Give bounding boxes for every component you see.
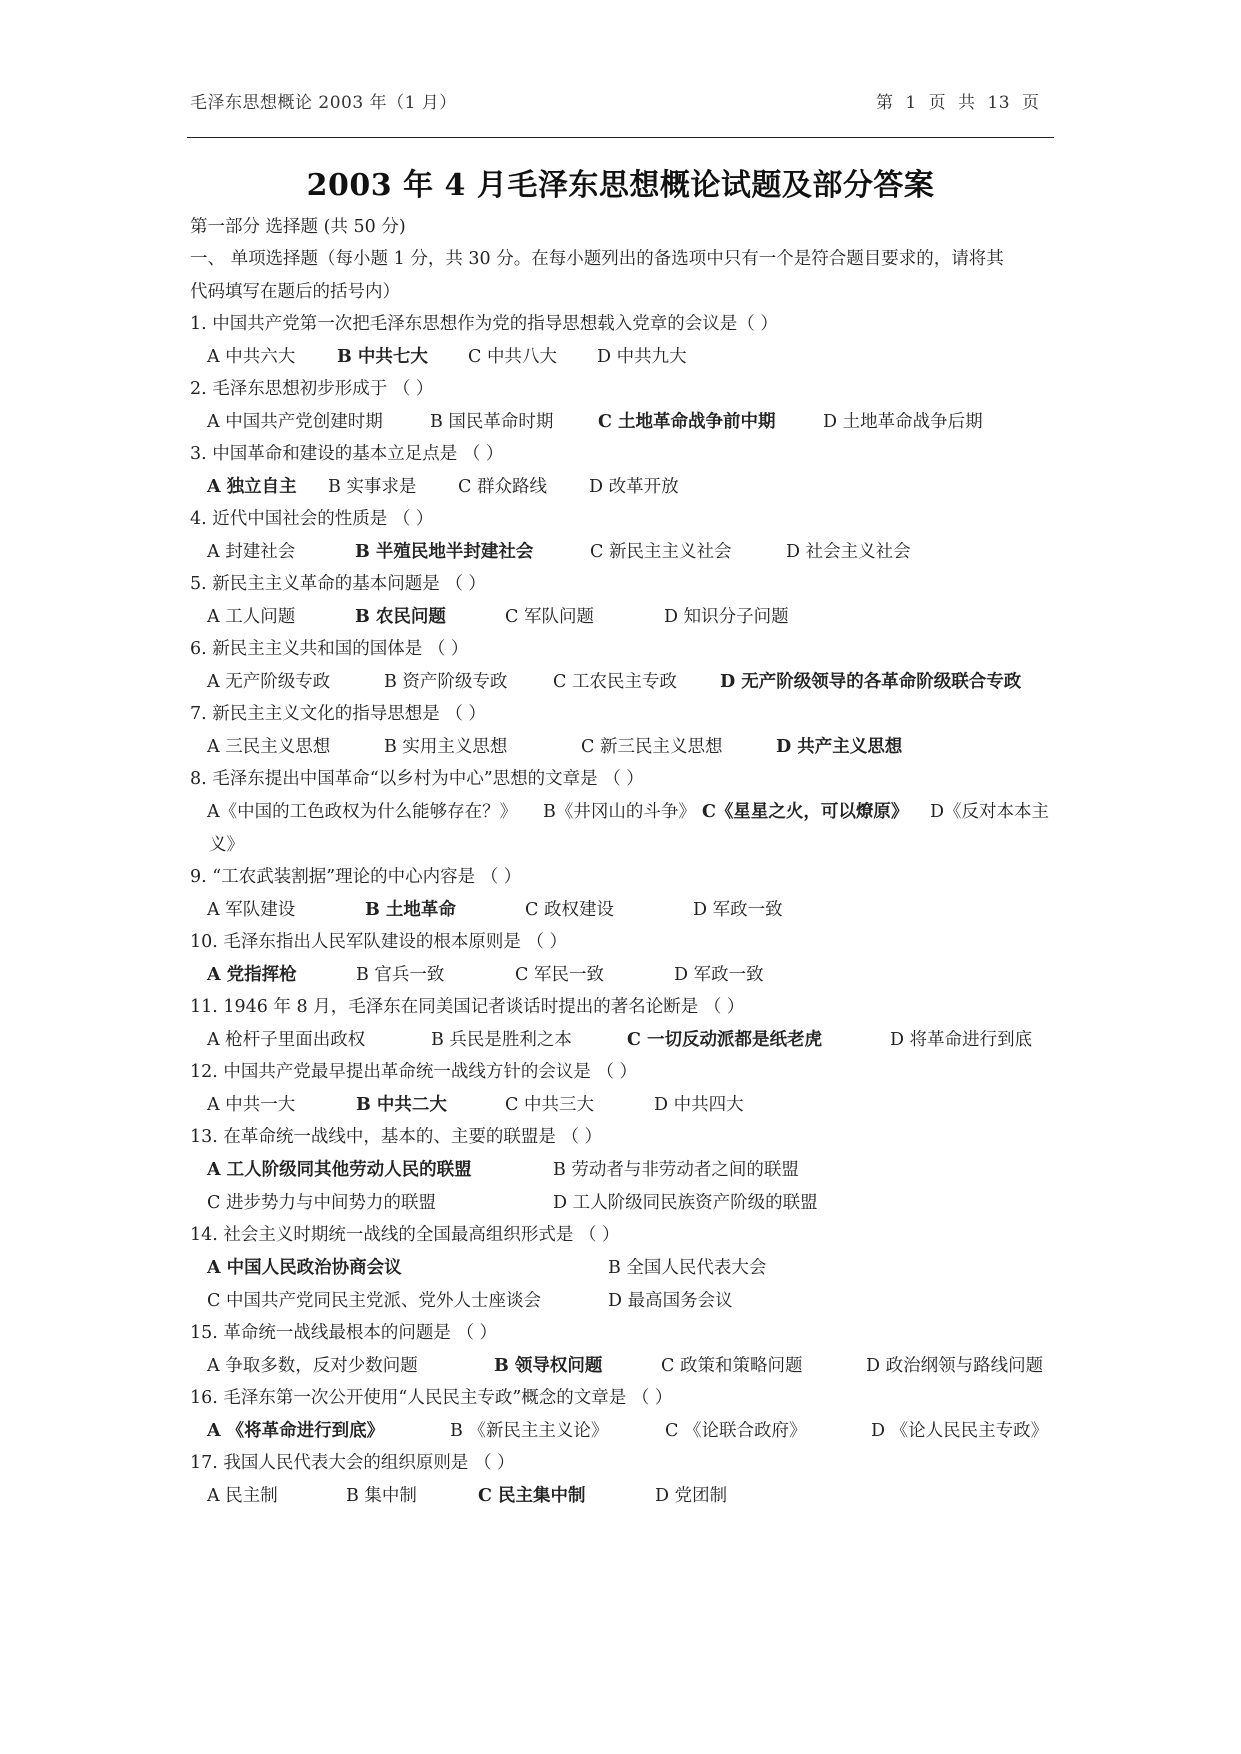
option-13d: D 工人阶级同民族资产阶级的联盟 xyxy=(553,1193,818,1213)
option-9a: A 军队建设 xyxy=(207,900,296,920)
option-8b: B《井冈山的斗争》 xyxy=(543,802,696,822)
question-16: 16. 毛泽东第一次公开使用“人民民主专政”概念的文章是 （ ） xyxy=(190,1388,673,1408)
option-8d: D《反对本本主 xyxy=(930,802,1050,822)
question-4: 4. 近代中国社会的性质是 （ ） xyxy=(190,509,434,529)
option-5a: A 工人问题 xyxy=(207,607,296,627)
option-11c-answer: C 一切反动派都是纸老虎 xyxy=(627,1030,823,1050)
option-11b: B 兵民是胜利之本 xyxy=(431,1030,572,1050)
option-14a-answer: A 中国人民政治协商会议 xyxy=(207,1258,402,1278)
option-16b: B 《新民主主义论》 xyxy=(450,1421,609,1441)
option-3a-answer: A 独立自主 xyxy=(207,477,297,497)
question-9: 9. “工农武装割据”理论的中心内容是 （ ） xyxy=(190,867,522,887)
running-header-title: 毛泽东思想概论 2003 年（1 月） xyxy=(190,93,457,113)
option-12a: A 中共一大 xyxy=(207,1095,296,1115)
option-7b: B 实用主义思想 xyxy=(384,737,508,757)
question-7: 7. 新民主主义文化的指导思想是 （ ） xyxy=(190,704,486,724)
option-2a: A 中国共产党创建时期 xyxy=(207,412,383,432)
question-13: 13. 在革命统一战线中，基本的、主要的联盟是 （ ） xyxy=(190,1127,603,1147)
option-4b-answer: B 半殖民地半封建社会 xyxy=(355,542,534,562)
question-17: 17. 我国人民代表大会的组织原则是 （ ） xyxy=(190,1453,515,1473)
option-1a: A 中共六大 xyxy=(207,347,296,367)
question-11: 11. 1946 年 8 月，毛泽东在同美国记者谈话时提出的著名论断是 （ ） xyxy=(190,997,745,1017)
option-13a-answer: A 工人阶级同其他劳动人民的联盟 xyxy=(207,1160,472,1180)
question-2: 2. 毛泽东思想初步形成于 （ ） xyxy=(190,379,434,399)
option-12d: D 中共四大 xyxy=(654,1095,744,1115)
option-6c: C 工农民主专政 xyxy=(553,672,677,692)
option-7d-answer: D 共产主义思想 xyxy=(776,737,903,757)
option-17c-answer: C 民主集中制 xyxy=(478,1486,586,1506)
option-12c: C 中共三大 xyxy=(505,1095,594,1115)
page-title: 2003 年 4 月毛泽东思想概论试题及部分答案 xyxy=(306,168,935,203)
option-5b-answer: B 农民问题 xyxy=(355,607,446,627)
option-2b: B 国民革命时期 xyxy=(430,412,554,432)
part-heading: 第一部分 选择题 (共 50 分) xyxy=(190,217,406,237)
option-2d: D 土地革命战争后期 xyxy=(823,412,983,432)
option-17a: A 民主制 xyxy=(207,1486,278,1506)
option-17b: B 集中制 xyxy=(346,1486,417,1506)
option-15d: D 政治纲领与路线问题 xyxy=(866,1356,1044,1376)
option-3c: C 群众路线 xyxy=(458,477,547,497)
option-11a: A 枪杆子里面出政权 xyxy=(207,1030,366,1050)
option-1c: C 中共八大 xyxy=(468,347,557,367)
option-5d: D 知识分子问题 xyxy=(664,607,789,627)
option-8a: A《中国的工色政权为什么能够存在？》 xyxy=(207,802,518,822)
option-3d: D 改革开放 xyxy=(589,477,679,497)
running-header-page-number: 第 1 页 共 13 页 xyxy=(876,93,1040,113)
option-16c: C 《论联合政府》 xyxy=(665,1421,807,1441)
option-13b: B 劳动者与非劳动者之间的联盟 xyxy=(553,1160,799,1180)
option-2c-answer: C 土地革命战争前中期 xyxy=(598,412,776,432)
option-10b: B 官兵一致 xyxy=(356,965,445,985)
option-14d: D 最高国务会议 xyxy=(608,1291,733,1311)
question-8: 8. 毛泽东提出中国革命“以乡村为中心”思想的文章是 （ ） xyxy=(190,769,644,789)
option-16a-answer: A 《将革命进行到底》 xyxy=(207,1421,385,1441)
option-1d: D 中共九大 xyxy=(597,347,687,367)
option-5c: C 军队问题 xyxy=(505,607,594,627)
option-8d-continued: 义》 xyxy=(209,835,244,855)
option-8c-answer: C《星星之火，可以燎原》 xyxy=(702,802,909,822)
option-6d-answer: D 无产阶级领导的各革命阶级联合专政 xyxy=(720,672,1022,692)
option-4a: A 封建社会 xyxy=(207,542,296,562)
option-15a: A 争取多数，反对少数问题 xyxy=(207,1356,418,1376)
option-15b-answer: B 领导权问题 xyxy=(494,1356,603,1376)
option-9d: D 军政一致 xyxy=(693,900,783,920)
option-10d: D 军政一致 xyxy=(674,965,764,985)
question-14: 14. 社会主义时期统一战线的全国最高组织形式是 （ ） xyxy=(190,1225,620,1245)
option-7c: C 新三民主义思想 xyxy=(581,737,723,757)
question-3: 3. 中国革命和建设的基本立足点是 （ ） xyxy=(190,444,504,464)
option-11d: D 将革命进行到底 xyxy=(890,1030,1033,1050)
section-instructions-line-2: 代码填写在题后的括号内） xyxy=(190,282,400,302)
option-6a: A 无产阶级专政 xyxy=(207,672,331,692)
option-3b: B 实事求是 xyxy=(328,477,417,497)
option-16d: D 《论人民民主专政》 xyxy=(871,1421,1049,1441)
option-15c: C 政策和策略问题 xyxy=(661,1356,803,1376)
option-12b-answer: B 中共二大 xyxy=(356,1095,447,1115)
question-12: 12. 中国共产党最早提出革命统一战线方针的会议是 （ ） xyxy=(190,1062,638,1082)
option-1b-answer: B 中共七大 xyxy=(337,347,428,367)
option-6b: B 资产阶级专政 xyxy=(384,672,508,692)
option-14b: B 全国人民代表大会 xyxy=(608,1258,767,1278)
option-4d: D 社会主义社会 xyxy=(786,542,911,562)
question-15: 15. 革命统一战线最根本的问题是 （ ） xyxy=(190,1323,498,1343)
question-6: 6. 新民主主义共和国的国体是 （ ） xyxy=(190,639,469,659)
option-13c: C 进步势力与中间势力的联盟 xyxy=(207,1193,436,1213)
option-7a: A 三民主义思想 xyxy=(207,737,331,757)
option-10c: C 军民一致 xyxy=(515,965,604,985)
option-9c: C 政权建设 xyxy=(525,900,614,920)
question-10: 10. 毛泽东指出人民军队建设的根本原则是 （ ） xyxy=(190,932,568,952)
option-17d: D 党团制 xyxy=(655,1486,728,1506)
header-rule xyxy=(187,137,1054,138)
option-10a-answer: A 党指挥枪 xyxy=(207,965,297,985)
question-1: 1. 中国共产党第一次把毛泽东思想作为党的指导思想载入党章的会议是（ ） xyxy=(190,314,778,334)
question-5: 5. 新民主主义革命的基本问题是 （ ） xyxy=(190,574,486,594)
option-9b-answer: B 土地革命 xyxy=(365,900,456,920)
option-14c: C 中国共产党同民主党派、党外人士座谈会 xyxy=(207,1291,541,1311)
section-instructions-line-1: 一、 单项选择题（每小题 1 分，共 30 分。在每小题列出的备选项中只有一个是符合题目要求的，请将其 xyxy=(190,249,1004,269)
option-4c: C 新民主主义社会 xyxy=(590,542,732,562)
